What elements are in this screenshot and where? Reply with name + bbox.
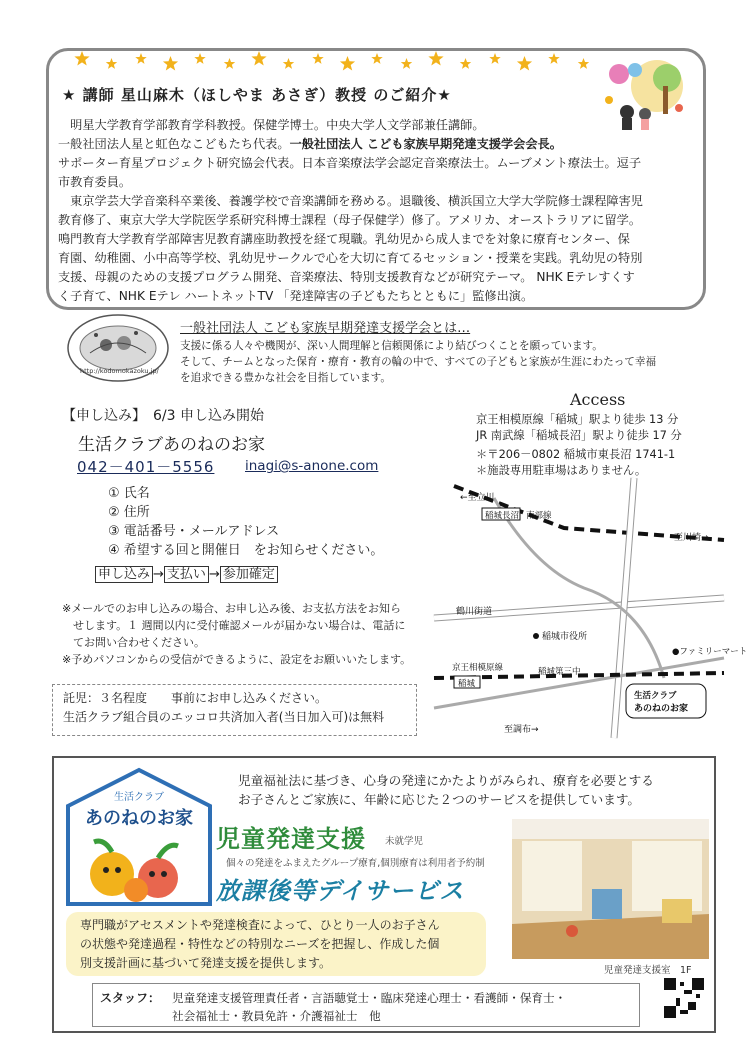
staff-line: 社会福祉士・教員免許・介護福祉士 他 — [172, 1009, 381, 1023]
phone-link[interactable]: 042－401－5556 — [77, 458, 215, 476]
access-map — [434, 478, 748, 738]
bio-line: く子育て、NHK Eテレ ハートネットTV 「発達障害の子どもたちとともに」監修出演。 — [58, 289, 534, 303]
bio-line: 市教育委員。 — [58, 175, 132, 189]
access-title: Access — [570, 390, 626, 409]
society-seal-logo — [66, 313, 170, 383]
email-link[interactable]: inagi@s-anone.com — [245, 458, 379, 474]
note-line: 専門職がアセスメントや発達検査によって、ひとり一人のお子さん — [80, 918, 440, 932]
service-after-school: 放課後等デイサービス — [216, 877, 465, 905]
map-label: 稲城 — [458, 679, 476, 689]
access-line: JR 南武線「稲城長沼」駅より徒歩 17 分 — [476, 428, 682, 442]
map-label: ●ファミリーマート — [672, 647, 748, 657]
note-line: ※メールでのお申し込みの場合、お申し込み後、お支払方法をお知ら — [62, 602, 401, 615]
intro-line: お子さんとご家族に、年齢に応じた２つのサービスを提供しています。 — [238, 792, 640, 807]
staff-label: スタッフ： — [100, 991, 161, 1005]
anone-house-logo — [64, 766, 214, 908]
star-icon — [548, 53, 559, 64]
seal-url: http://kodomokazoku.jp/ — [80, 367, 159, 375]
list-item: ① 氏名 — [108, 486, 150, 501]
intro-line: 児童福祉法に基づき、心身の発達にかたよりがみられ、療育を必要とする — [238, 773, 654, 788]
staff-line: 児童発達支援管理責任者・言語聴覚士・臨床発達心理士・看護師・保育士・ — [172, 991, 567, 1005]
star-icon — [106, 58, 117, 69]
qr-code[interactable] — [664, 978, 704, 1018]
star-icon — [489, 53, 500, 64]
star-icon — [283, 58, 294, 69]
star-icon — [340, 56, 355, 71]
access-directions — [476, 412, 682, 478]
childcare-line: 託児：３名程度 事前にお申し込みください。 — [63, 691, 328, 705]
bio-line: 支援、母親のための支援プログラム開発、音楽療法、特別支援教育などが研究テーマ。 NHK Eテレすくす — [58, 270, 635, 284]
map-label: 稲城市役所 — [542, 632, 588, 642]
star-row-decoration — [70, 50, 590, 74]
star-icon — [401, 58, 412, 69]
arrow-icon: → — [208, 567, 220, 582]
map-label: 至川崎→ — [674, 533, 709, 543]
star-icon — [371, 53, 382, 64]
instructor-title: ★ 講師 星山麻木（ほしやま あさぎ）教授 のご紹介★ — [62, 86, 452, 104]
bio-line: 育園、幼稚園、小中高等学校、乳幼児サークルで心を大切に育てるセッション・授業を実践。乳幼児の特別 — [58, 251, 643, 265]
application-flow — [95, 563, 278, 582]
childcare-line: 生活クラブ組合員のエッコロ共済加入者(当日加入可)は無料 — [63, 710, 385, 724]
star-icon — [460, 58, 471, 69]
list-item: ③ 電話番号・メールアドレス — [108, 524, 280, 539]
map-dest-label: あのねのお家 — [634, 704, 689, 714]
bio-line: 東京学芸大学音楽科卒業後、養護学校で音楽講師を務める。退職後、横浜国立大学大学院修士課程障害児 — [58, 194, 643, 208]
note-line: 別支援計画に基づいて発達支援を提供します。 — [80, 956, 332, 970]
society-title: 一般社団法人 こども家族早期発達支援学会とは… — [180, 321, 471, 336]
map-label: 稲城長沼 — [485, 511, 520, 521]
note-line: せします。１ 週間以内に受付確認メールが届かない場合は、電話に — [62, 619, 406, 632]
application-heading: 【申し込み】 6/3 申し込み開始 — [62, 408, 264, 424]
access-line: ＊〒206－0802 稲城市東長沼 1741-1 — [476, 448, 676, 461]
organizer-name: 生活クラブあのねのお家 — [78, 435, 265, 455]
list-item: ④ 希望する回と開催日 をお知らせください。 — [108, 543, 384, 558]
map-label: 至調布→ — [504, 725, 539, 735]
flow-step: 支払い — [164, 566, 209, 583]
star-icon — [74, 51, 89, 66]
access-line: 京王相模原線「稲城」駅より徒歩 13 分 — [476, 413, 679, 426]
note-line: てお問い合わせください。 — [62, 636, 205, 649]
star-icon — [251, 51, 266, 66]
star-icon — [517, 56, 532, 71]
star-icon — [135, 53, 146, 64]
map-label: 南部線 — [526, 511, 552, 521]
bio-line: 一般社団法人星と虹色なこどもたち代表。一般社団法人 こども家族早期発達支援学会会長。 — [58, 137, 562, 151]
star-icon — [578, 58, 589, 69]
bio-line: サポーター育星プロジェクト研究協会代表。日本音楽療法学会認定音楽療法士。ムーブメント療法士。逗子 — [58, 156, 642, 170]
access-line: ＊施設専用駐車場はありません。 — [476, 463, 647, 477]
staff-list — [172, 989, 566, 1025]
required-items-list — [108, 484, 383, 560]
map-label: 京王相模原線 — [452, 663, 504, 673]
star-icon — [428, 51, 443, 66]
star-icon — [163, 56, 178, 71]
svg-text:生活クラブ: 生活クラブ — [114, 792, 164, 803]
desc-line: そして、チームとなった保育・療育・教育の輪の中で、すべての子どもと家族が生涯にわたって幸福 — [180, 356, 657, 368]
bio-line: 鳴門教育大学教育学部障害児教育講座助教授を経て現職。乳幼児から成人までを対象に療育センター、保 — [58, 232, 630, 246]
bio-line: 明星大学教育学部教育学科教授。保健学博士。中央大学人文学部兼任講師。 — [58, 118, 485, 132]
bio-line: 教育修了、東京大学大学院医学系研究科博士課程（母子保健学）修了。アメリカ、オーストラリアに留学。 — [58, 213, 642, 227]
arrow-icon: → — [153, 567, 164, 582]
note-line: の状態や発達過程・特性などの特別なニーズを把握し、作成した個 — [80, 937, 440, 951]
map-dest-label: 生活クラブ — [634, 691, 677, 701]
flow-step: 申し込み — [95, 566, 153, 583]
instructor-bio — [58, 116, 698, 306]
support-note — [66, 912, 486, 976]
list-item: ② 住所 — [108, 505, 150, 520]
society-description — [180, 338, 656, 386]
star-icon — [194, 53, 205, 64]
photo-caption: 児童発達支援室 1F — [604, 965, 692, 976]
facility-intro — [238, 771, 654, 809]
flow-step: 参加確定 — [220, 566, 278, 583]
application-notes — [62, 600, 411, 668]
service-child-development: 児童発達支援 — [216, 825, 366, 853]
desc-line: を追求できる豊かな社会を目指しています。 — [180, 372, 392, 384]
note-line: ※予めパソコンからの受信ができるように、設定をお願いいたします。 — [62, 653, 412, 666]
svg-text:あのねのお家: あのねのお家 — [85, 808, 193, 829]
map-label: ←至立川 — [460, 493, 495, 503]
desc-line: 支援に係る人々や機関が、深い人間理解と信頼関係により結びつくことを願っています。 — [180, 340, 603, 352]
map-label: 鶴川街道 — [456, 607, 493, 617]
room-photo — [512, 819, 709, 959]
map-label: 稲城第三中 — [538, 667, 581, 677]
star-icon — [312, 53, 323, 64]
childcare-box — [52, 684, 417, 736]
star-icon — [224, 58, 235, 69]
service-target: 未就学児 — [385, 836, 424, 847]
service-description: 個々の発達をふまえたグループ療育,個別療育は利用者予約制 — [226, 858, 485, 869]
